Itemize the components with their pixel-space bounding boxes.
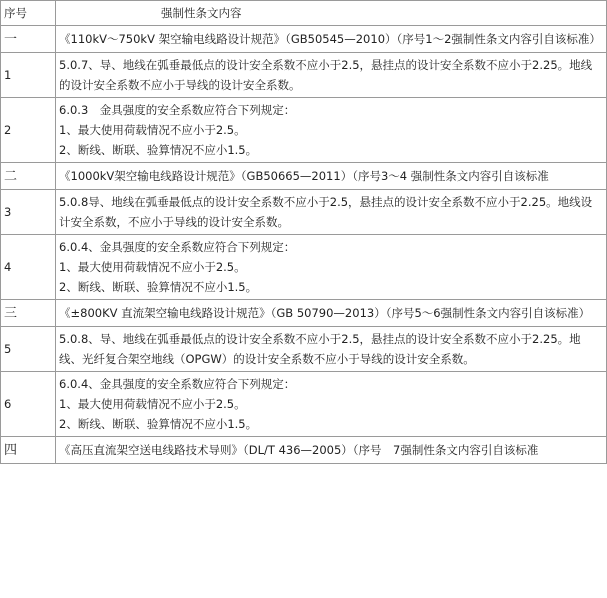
standard-title (56, 300, 607, 327)
row-number: 一 (1, 26, 56, 53)
clause-text (56, 98, 607, 163)
clause-text (56, 190, 607, 235)
row-number: 5 (1, 327, 56, 372)
clause-text (56, 53, 607, 98)
standard-title (56, 437, 607, 464)
content-line: 1、最大使用荷载情况不应小于2.5。 (59, 397, 246, 411)
row-number: 四 (1, 437, 56, 464)
row-number: 3 (1, 190, 56, 235)
content-line: 《110kV～750kV 架空输电线路设计规范》（GB50545—2010）（序号1～2强制性条文内容引自该标准） (59, 32, 601, 46)
content-line: 1、最大使用荷载情况不应小于2.5。 (59, 260, 246, 274)
row-number: 二 (1, 163, 56, 190)
content-line: 《1000kV架空输电线路设计规范》（GB50665—2011）（序号3～4 强制性条文内容引自该标准 (59, 169, 549, 183)
section-row (1, 300, 607, 327)
header-number: 序号 (1, 1, 56, 26)
content-line: 2、断线、断联、验算情况不应小1.5。 (59, 417, 258, 431)
section-row (1, 26, 607, 53)
clause-row (1, 235, 607, 300)
section-row (1, 437, 607, 464)
content-line: 5.0.8导、地线在弧垂最低点的设计安全系数不应小于2.5，悬挂点的设计安全系数不应小于2.25。地线设计安全系数，不应小于导线的设计安全系数。 (59, 195, 593, 229)
content-line: 2、断线、断联、验算情况不应小1.5。 (59, 143, 258, 157)
table-body (1, 26, 607, 464)
content-line: 6.0.4、金具强度的安全系数应符合下列规定： (59, 377, 296, 391)
row-number: 1 (1, 53, 56, 98)
content-line: 5.0.8、导、地线在弧垂最低点的设计安全系数不应小于2.5，悬挂点的设计安全系数不应小于2.25。地线、光纤复合架空地线（OPGW）的设计安全系数不应小于导线的设计安全系数。 (59, 332, 581, 366)
content-line: 1、最大使用荷载情况不应小于2.5。 (59, 123, 246, 137)
clause-text (56, 327, 607, 372)
content-line: 《高压直流架空送电线路技术导则》（DL/T 436—2005）（序号 7强制性条文内容引自该标准 (59, 443, 539, 457)
clause-text (56, 235, 607, 300)
header-content-label: 强制性条文内容 (161, 6, 242, 20)
row-number: 三 (1, 300, 56, 327)
header-row (1, 1, 607, 26)
content-line: 《±800KV 直流架空输电线路设计规范》（GB 50790—2013）（序号5～6强制性条文内容引自该标准） (59, 306, 591, 320)
standard-title (56, 163, 607, 190)
clause-row (1, 327, 607, 372)
row-number: 4 (1, 235, 56, 300)
section-row (1, 163, 607, 190)
clause-row (1, 53, 607, 98)
clause-row (1, 98, 607, 163)
standard-title (56, 26, 607, 53)
row-number: 2 (1, 98, 56, 163)
clause-row (1, 190, 607, 235)
row-number: 6 (1, 372, 56, 437)
clause-text (56, 372, 607, 437)
content-line: 5.0.7、导、地线在弧垂最低点的设计安全系数不应小于2.5，悬挂点的设计安全系数不应小于2.25。地线的设计安全系数不应小于导线的设计安全系数。 (59, 58, 593, 92)
content-line: 6.0.3 金具强度的安全系数应符合下列规定： (59, 103, 296, 117)
header-content (56, 1, 607, 26)
content-line: 6.0.4、金具强度的安全系数应符合下列规定： (59, 240, 296, 254)
content-line: 2、断线、断联、验算情况不应小1.5。 (59, 280, 258, 294)
clause-row (1, 372, 607, 437)
